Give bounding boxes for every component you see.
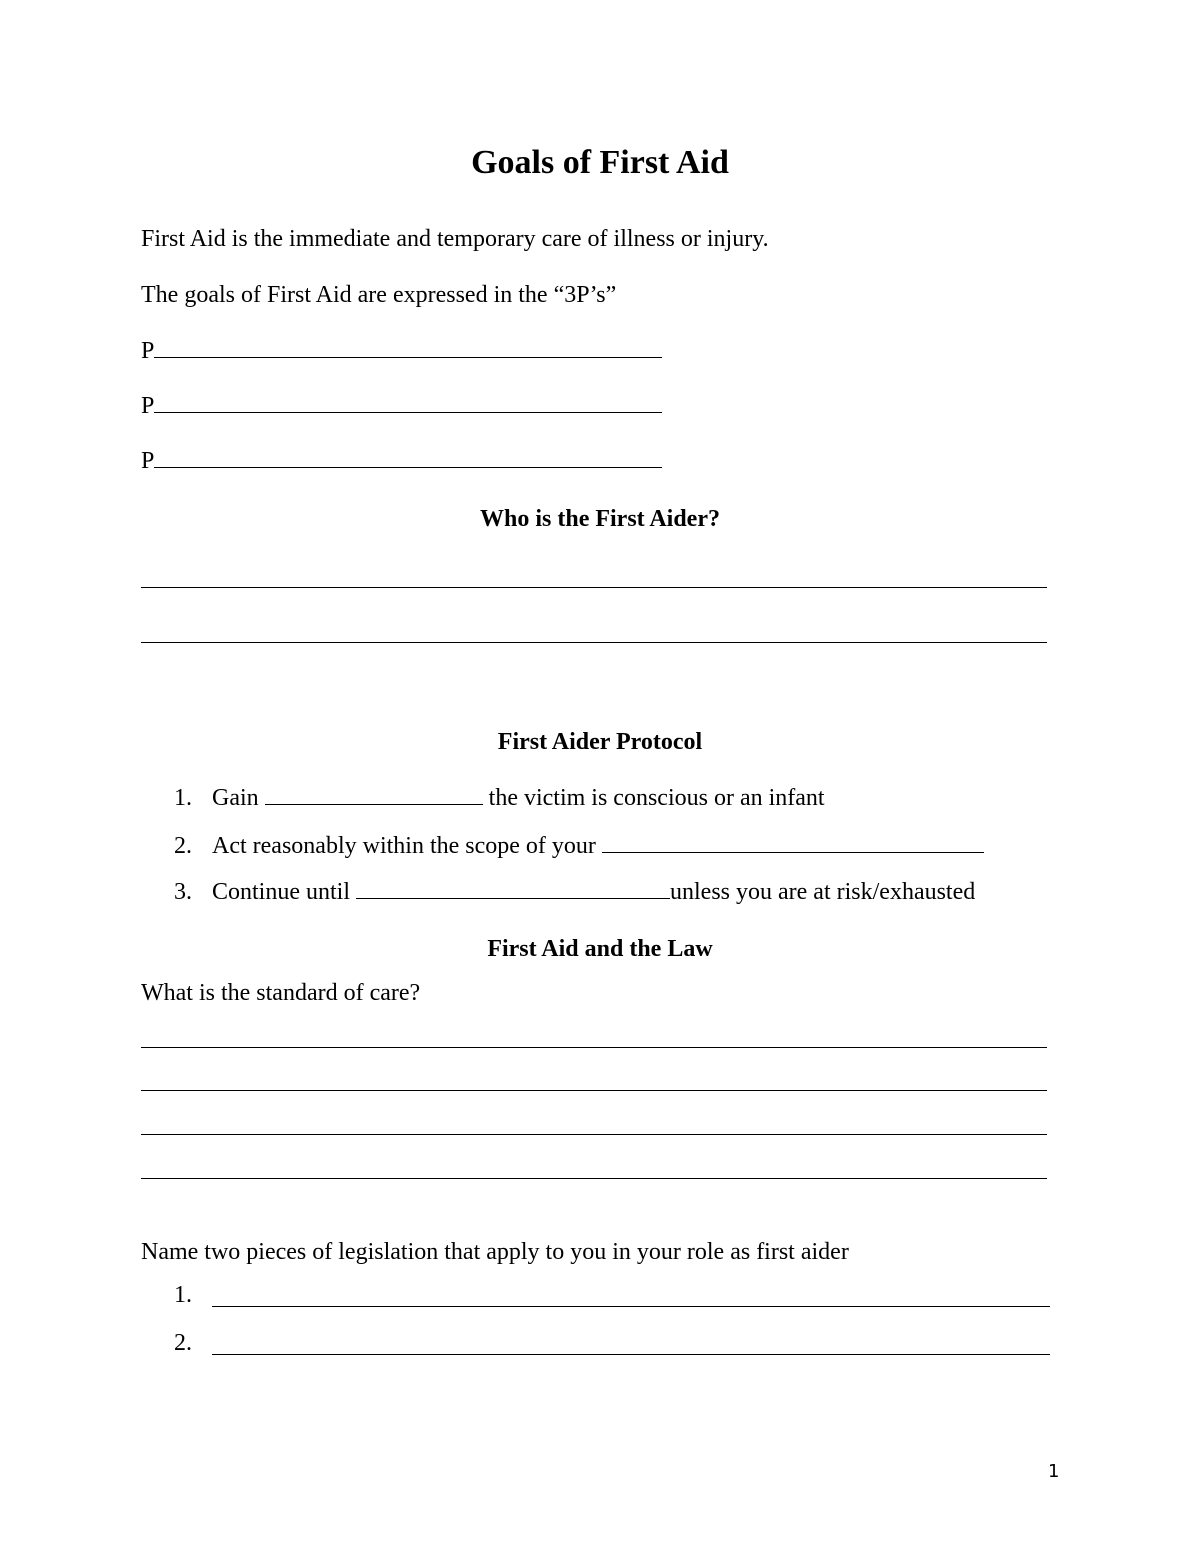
protocol-number-2: 2. [174,833,192,859]
protocol-item-text: unless you are at risk/exhausted [670,879,976,905]
p-answer-line-2[interactable] [141,391,662,421]
legislation-prompt: Name two pieces of legislation that apply to you in your role as first aider [141,1239,849,1265]
answer-blank[interactable] [356,897,670,899]
legislation-answer-line-1[interactable] [212,1306,1050,1307]
page-number: 1 [1048,1461,1060,1482]
legislation-number-1: 1. [174,1282,192,1308]
answer-blank[interactable] [602,851,984,853]
p-letter: P [141,448,155,474]
p-letter: P [141,393,155,419]
protocol-item-text: Gain [212,785,259,811]
who-answer-line-1[interactable] [141,587,1047,588]
p-answer-line-3[interactable] [141,446,662,476]
who-heading: Who is the First Aider? [480,506,720,532]
protocol-number-1: 1. [174,785,192,811]
first-aid-definition: First Aid is the immediate and temporary care of illness or injury. [141,226,769,252]
who-answer-line-2[interactable] [141,642,1047,643]
law-heading: First Aid and the Law [487,936,713,962]
protocol-item-3 [212,877,975,907]
standard-answer-line-4[interactable] [141,1178,1047,1179]
answer-blank[interactable] [265,803,483,805]
p-letter: P [141,338,155,364]
protocol-item-text: Act reasonably within the scope of your [212,833,602,859]
answer-blank[interactable] [154,466,662,468]
answer-blank[interactable] [154,411,662,413]
goals-intro: The goals of First Aid are expressed in the “3P’s” [141,282,617,308]
protocol-number-3: 3. [174,879,192,905]
page-title: Goals of First Aid [471,144,729,181]
legislation-answer-line-2[interactable] [212,1354,1050,1355]
protocol-item-2 [212,831,984,861]
protocol-item-1 [212,783,825,813]
protocol-item-text: Continue until [212,879,356,905]
protocol-heading: First Aider Protocol [497,729,703,755]
standard-answer-line-2[interactable] [141,1090,1047,1091]
legislation-number-2: 2. [174,1330,192,1356]
standard-answer-line-3[interactable] [141,1134,1047,1135]
standard-of-care-question: What is the standard of care? [141,980,421,1006]
answer-blank[interactable] [154,356,662,358]
standard-answer-line-1[interactable] [141,1047,1047,1048]
p-answer-line-1[interactable] [141,336,662,366]
protocol-item-text: the victim is conscious or an infant [482,785,825,811]
